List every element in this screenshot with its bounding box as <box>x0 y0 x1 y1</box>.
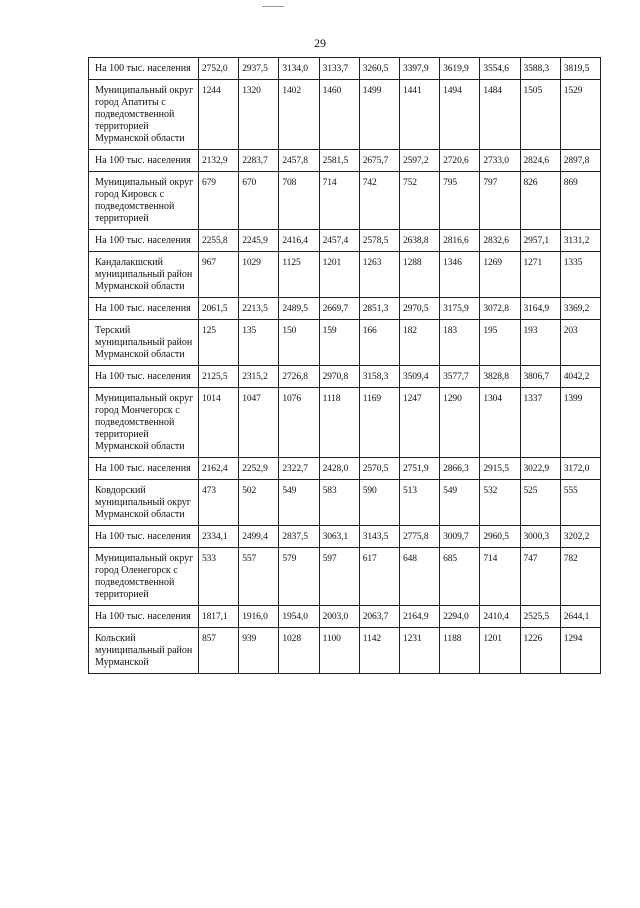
table-cell: 797 <box>480 172 520 230</box>
table-cell: 2003,0 <box>319 606 359 628</box>
table-cell: 617 <box>359 548 399 606</box>
table-cell: 1529 <box>560 80 600 150</box>
table-row <box>89 480 601 526</box>
table-cell: 3554,6 <box>480 58 520 80</box>
table-row <box>89 628 601 674</box>
row-label: Муниципальный округ город Апатиты с подведомственной территорией Мурманской области <box>89 80 199 150</box>
table-cell: 3202,2 <box>560 526 600 548</box>
row-label: На 100 тыс. населения <box>89 526 199 548</box>
table-cell: 3260,5 <box>359 58 399 80</box>
table-cell: 3143,5 <box>359 526 399 548</box>
table-cell: 1817,1 <box>199 606 239 628</box>
table-cell: 159 <box>319 320 359 366</box>
table-cell: 2970,8 <box>319 366 359 388</box>
table-cell: 2164,9 <box>399 606 439 628</box>
row-label: Муниципальный округ город Мончегорск с подведомственной территорией Мурманской области <box>89 388 199 458</box>
table-cell: 2720,6 <box>440 150 480 172</box>
table-cell: 1271 <box>520 252 560 298</box>
table-cell: 1028 <box>279 628 319 674</box>
table-cell: 2726,8 <box>279 366 319 388</box>
table-cell: 502 <box>239 480 279 526</box>
table-cell: 2581,5 <box>319 150 359 172</box>
table-cell: 3588,3 <box>520 58 560 80</box>
table-cell: 3369,2 <box>560 298 600 320</box>
table-cell: 2570,5 <box>359 458 399 480</box>
page-top-mark <box>262 6 284 7</box>
table-cell: 1494 <box>440 80 480 150</box>
table-cell: 3131,2 <box>560 230 600 252</box>
table-cell: 1118 <box>319 388 359 458</box>
table-cell: 3134,0 <box>279 58 319 80</box>
table-cell: 3619,9 <box>440 58 480 80</box>
table-cell: 1402 <box>279 80 319 150</box>
table-cell: 549 <box>440 480 480 526</box>
table-cell: 3072,8 <box>480 298 520 320</box>
table-cell: 752 <box>399 172 439 230</box>
table-cell: 2970,5 <box>399 298 439 320</box>
table-cell: 2294,0 <box>440 606 480 628</box>
row-label: Кольский муниципальный район Мурманской <box>89 628 199 674</box>
row-label: Терский муниципальный район Мурманской области <box>89 320 199 366</box>
table-cell: 2499,4 <box>239 526 279 548</box>
table-cell: 2638,8 <box>399 230 439 252</box>
table-cell: 3133,7 <box>319 58 359 80</box>
table-cell: 3172,0 <box>560 458 600 480</box>
table-cell: 166 <box>359 320 399 366</box>
table-row <box>89 388 601 458</box>
table-cell: 1188 <box>440 628 480 674</box>
table-cell: 193 <box>520 320 560 366</box>
table-cell: 3509,4 <box>399 366 439 388</box>
table-cell: 2866,3 <box>440 458 480 480</box>
table-cell: 2525,5 <box>520 606 560 628</box>
table-cell: 525 <box>520 480 560 526</box>
row-label: Муниципальный округ город Оленегорск с подведомственной территорией <box>89 548 199 606</box>
table-cell: 1169 <box>359 388 399 458</box>
table-cell: 1441 <box>399 80 439 150</box>
table-cell: 583 <box>319 480 359 526</box>
table-cell: 1263 <box>359 252 399 298</box>
table-cell: 1231 <box>399 628 439 674</box>
table-cell: 2897,8 <box>560 150 600 172</box>
table-cell: 3806,7 <box>520 366 560 388</box>
table-cell: 826 <box>520 172 560 230</box>
table-cell: 1484 <box>480 80 520 150</box>
table-cell: 533 <box>199 548 239 606</box>
table-cell: 2837,5 <box>279 526 319 548</box>
table-cell: 1916,0 <box>239 606 279 628</box>
table-cell: 2125,5 <box>199 366 239 388</box>
table-cell: 2063,7 <box>359 606 399 628</box>
table-cell: 1954,0 <box>279 606 319 628</box>
table-cell: 590 <box>359 480 399 526</box>
table-row <box>89 320 601 366</box>
table-cell: 1288 <box>399 252 439 298</box>
row-label: Кандалакшский муниципальный район Мурманской области <box>89 252 199 298</box>
table-cell: 2752,0 <box>199 58 239 80</box>
table-cell: 3397,9 <box>399 58 439 80</box>
table-cell: 473 <box>199 480 239 526</box>
table-cell: 2322,7 <box>279 458 319 480</box>
table-cell: 2669,7 <box>319 298 359 320</box>
table-cell: 1029 <box>239 252 279 298</box>
table-cell: 2915,5 <box>480 458 520 480</box>
table-cell: 579 <box>279 548 319 606</box>
table-cell: 3009,7 <box>440 526 480 548</box>
table-cell: 708 <box>279 172 319 230</box>
table-cell: 3164,9 <box>520 298 560 320</box>
table-cell: 3063,1 <box>319 526 359 548</box>
row-label: На 100 тыс. населения <box>89 58 199 80</box>
table-cell: 2832,6 <box>480 230 520 252</box>
table-cell: 747 <box>520 548 560 606</box>
statistics-table <box>88 57 601 674</box>
table-cell: 2733,0 <box>480 150 520 172</box>
table-cell: 135 <box>239 320 279 366</box>
table-cell: 1294 <box>560 628 600 674</box>
table-cell: 1076 <box>279 388 319 458</box>
table-cell: 857 <box>199 628 239 674</box>
page-number: 29 <box>314 36 326 50</box>
table-row <box>89 172 601 230</box>
table-cell: 648 <box>399 548 439 606</box>
row-label: На 100 тыс. населения <box>89 606 199 628</box>
table-cell: 2824,6 <box>520 150 560 172</box>
table-row <box>89 80 601 150</box>
table-cell: 1499 <box>359 80 399 150</box>
table-cell: 1335 <box>560 252 600 298</box>
table-cell: 685 <box>440 548 480 606</box>
table-cell: 782 <box>560 548 600 606</box>
table-cell: 1460 <box>319 80 359 150</box>
row-label: На 100 тыс. населения <box>89 150 199 172</box>
table-cell: 939 <box>239 628 279 674</box>
table-row <box>89 58 601 80</box>
table-cell: 679 <box>199 172 239 230</box>
table-cell: 2578,5 <box>359 230 399 252</box>
table-cell: 1505 <box>520 80 560 150</box>
table-cell: 2960,5 <box>480 526 520 548</box>
table-cell: 742 <box>359 172 399 230</box>
table-cell: 3022,9 <box>520 458 560 480</box>
table-cell: 2061,5 <box>199 298 239 320</box>
table-cell: 2457,8 <box>279 150 319 172</box>
table-cell: 2132,9 <box>199 150 239 172</box>
table-row <box>89 458 601 480</box>
table-cell: 1304 <box>480 388 520 458</box>
table-cell: 795 <box>440 172 480 230</box>
row-label: Муниципальный округ город Кировск с подведомственной территорией <box>89 172 199 230</box>
table-cell: 195 <box>480 320 520 366</box>
table-cell: 3175,9 <box>440 298 480 320</box>
table-cell: 714 <box>480 548 520 606</box>
table-cell: 2162,4 <box>199 458 239 480</box>
table-row <box>89 252 601 298</box>
table-cell: 2213,5 <box>239 298 279 320</box>
table-cell: 1226 <box>520 628 560 674</box>
table-row <box>89 366 601 388</box>
table-cell: 3000,3 <box>520 526 560 548</box>
table-cell: 182 <box>399 320 439 366</box>
table-cell: 1047 <box>239 388 279 458</box>
table-cell: 1125 <box>279 252 319 298</box>
table-cell: 532 <box>480 480 520 526</box>
table-cell: 2957,1 <box>520 230 560 252</box>
table-cell: 2255,8 <box>199 230 239 252</box>
table-cell: 2410,4 <box>480 606 520 628</box>
table-cell: 967 <box>199 252 239 298</box>
row-label: На 100 тыс. населения <box>89 458 199 480</box>
table-cell: 1290 <box>440 388 480 458</box>
table-cell: 2775,8 <box>399 526 439 548</box>
row-label: На 100 тыс. населения <box>89 366 199 388</box>
table-cell: 2489,5 <box>279 298 319 320</box>
table-row <box>89 526 601 548</box>
row-label: Ковдорский муниципальный округ Мурманской области <box>89 480 199 526</box>
table-cell: 2675,7 <box>359 150 399 172</box>
row-label: На 100 тыс. населения <box>89 230 199 252</box>
table-cell: 1142 <box>359 628 399 674</box>
table-cell: 4042,2 <box>560 366 600 388</box>
table-cell: 549 <box>279 480 319 526</box>
table-cell: 1100 <box>319 628 359 674</box>
table-cell: 2816,6 <box>440 230 480 252</box>
table-cell: 555 <box>560 480 600 526</box>
table-cell: 2428,0 <box>319 458 359 480</box>
table-cell: 2245,9 <box>239 230 279 252</box>
table-cell: 513 <box>399 480 439 526</box>
table-cell: 2334,1 <box>199 526 239 548</box>
table-cell: 2457,4 <box>319 230 359 252</box>
table-cell: 1244 <box>199 80 239 150</box>
table-cell: 1201 <box>319 252 359 298</box>
table-cell: 150 <box>279 320 319 366</box>
table-body <box>89 58 601 674</box>
table-cell: 2597,2 <box>399 150 439 172</box>
table-cell: 2315,2 <box>239 366 279 388</box>
table-cell: 869 <box>560 172 600 230</box>
table-cell: 183 <box>440 320 480 366</box>
table-cell: 2851,3 <box>359 298 399 320</box>
table-cell: 1247 <box>399 388 439 458</box>
table-cell: 2751,9 <box>399 458 439 480</box>
row-label: На 100 тыс. населения <box>89 298 199 320</box>
table-cell: 1201 <box>480 628 520 674</box>
table-cell: 714 <box>319 172 359 230</box>
table-cell: 1014 <box>199 388 239 458</box>
table-cell: 1320 <box>239 80 279 150</box>
table-cell: 2937,5 <box>239 58 279 80</box>
table-row <box>89 298 601 320</box>
table-cell: 2416,4 <box>279 230 319 252</box>
table-cell: 3828,8 <box>480 366 520 388</box>
table-cell: 125 <box>199 320 239 366</box>
table-cell: 1346 <box>440 252 480 298</box>
table-cell: 2283,7 <box>239 150 279 172</box>
table-row <box>89 150 601 172</box>
table-cell: 1399 <box>560 388 600 458</box>
table-row <box>89 548 601 606</box>
table-cell: 3819,5 <box>560 58 600 80</box>
table-cell: 670 <box>239 172 279 230</box>
table-cell: 203 <box>560 320 600 366</box>
table-row <box>89 230 601 252</box>
table-cell: 3577,7 <box>440 366 480 388</box>
table-cell: 597 <box>319 548 359 606</box>
table-cell: 2252,9 <box>239 458 279 480</box>
table-row <box>89 606 601 628</box>
table-cell: 557 <box>239 548 279 606</box>
table-cell: 2644,1 <box>560 606 600 628</box>
table-cell: 1337 <box>520 388 560 458</box>
table-cell: 1269 <box>480 252 520 298</box>
table-cell: 3158,3 <box>359 366 399 388</box>
